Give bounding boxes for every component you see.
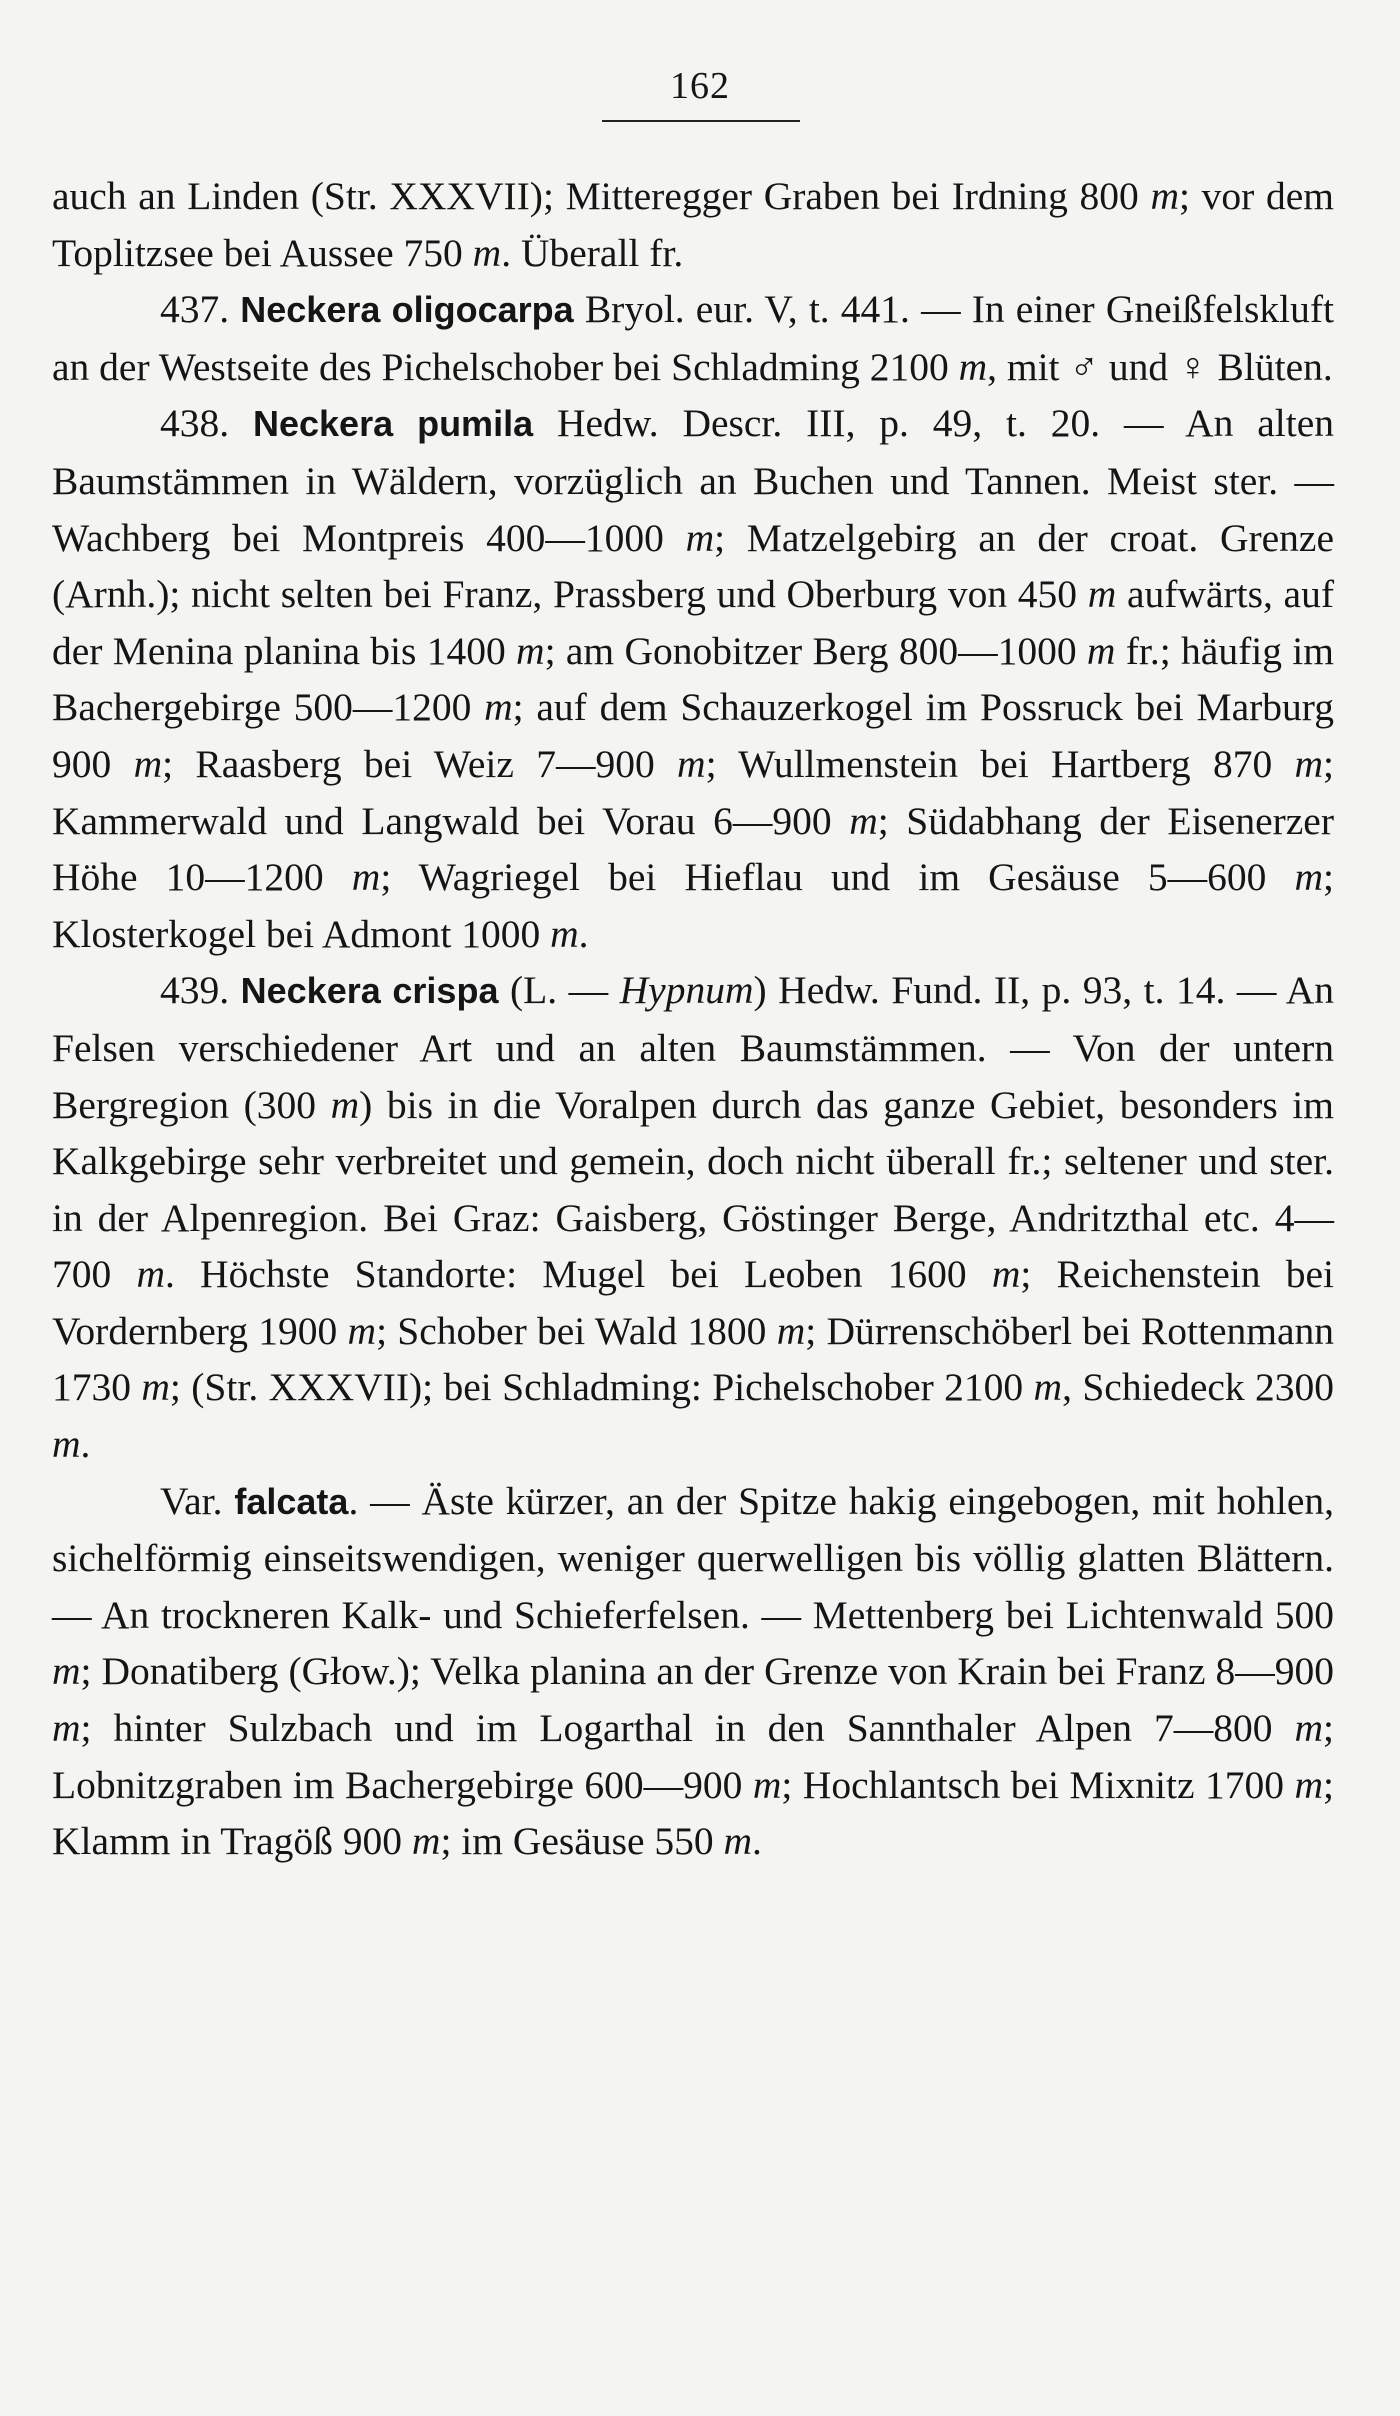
italic-text: m <box>133 741 163 786</box>
text-run: ; Schober bei Wald 1800 <box>376 1308 777 1353</box>
text-run: ; Klamm in Tragöß 900 <box>52 1762 1335 1864</box>
italic-text: m <box>1294 855 1324 900</box>
text-run: . <box>578 911 589 956</box>
italic-text: m <box>849 798 878 843</box>
text-run: ; (Str. XXXVII); bei Schladming: Pichelschober 2100 <box>169 1365 1034 1410</box>
italic-text: m <box>1294 741 1324 786</box>
italic-text: m <box>1033 1365 1063 1410</box>
species-name: Neckera oligocarpa <box>240 289 574 331</box>
text-run: . Höchste Standorte: Mugel bei Leoben 1600 <box>164 1252 992 1297</box>
text-run: , Schiedeck 2300 <box>1062 1365 1335 1410</box>
italic-text: m <box>1086 628 1116 673</box>
text-run: ; Wullmenstein bei Hartberg 870 <box>705 741 1295 786</box>
text-run: (L. — <box>498 968 620 1013</box>
text-run: ; Hochlantsch bei Mixnitz 1700 <box>781 1762 1295 1807</box>
text-run: , mit ♂ und ♀ Blüten. <box>987 344 1333 389</box>
italic-text: m <box>484 685 513 730</box>
italic-text: m <box>411 1819 441 1864</box>
text-run: . <box>752 1819 762 1864</box>
species-name: falcata <box>234 1480 349 1522</box>
species-name: Neckera crispa <box>240 970 499 1012</box>
italic-text: m <box>723 1819 753 1864</box>
text-run: 438. <box>160 401 253 446</box>
italic-text: m <box>685 515 715 560</box>
italic-text: m <box>991 1252 1021 1297</box>
italic-text: m <box>52 1649 81 1694</box>
text-run: ; Klosterkogel bei Admont 1000 <box>52 855 1335 956</box>
text-run: ; Raasberg bei Weiz 7—900 <box>162 741 678 786</box>
text-run: ; vor dem Toplitzsee bei Aussee 750 <box>52 174 1334 275</box>
header-rule <box>602 120 800 122</box>
italic-text: m <box>52 1706 81 1751</box>
italic-text: Hypnum <box>619 968 754 1013</box>
italic-text: m <box>1150 174 1179 218</box>
italic-text: m <box>1294 1706 1324 1751</box>
text-run: Hedw. Descr. III, p. 49, t. 20. — An alten Baumstämmen in Wäldern, vorzüglich an Buchen und Tannen. Meist ster. — Wachberg bei Montpreis 400—1000 <box>52 401 1335 560</box>
text-run: ) Hedw. Fund. II, p. 93, t. 14. — An Felsen verschiedener Art und an alten Baumstämmen. — Von der untern Bergregion (300 <box>52 968 1334 1127</box>
italic-text: m <box>550 911 579 956</box>
text-run: ; im Gesäuse 550 <box>440 1819 724 1864</box>
italic-text: m <box>351 855 381 900</box>
text-run: ; Matzelgebirg an der croat. Grenze (Arnh.); nicht selten bei Franz, Prassberg und Oberburg von 450 <box>52 515 1334 617</box>
text-run: ; Donatiberg (Głow.); Velka planina an der Grenze von Krain bei Franz 8—900 <box>80 1649 1334 1694</box>
italic-text: m <box>516 628 545 673</box>
italic-text: m <box>136 1252 165 1297</box>
body-text <box>52 168 1334 1870</box>
species-name: Neckera pumila <box>252 403 534 445</box>
paragraph <box>52 962 1334 1472</box>
text-run: ; auf dem Schauzerkogel im Possruck bei Marburg 900 <box>52 685 1334 786</box>
italic-text: m <box>677 741 706 786</box>
text-run: . Überall fr. <box>501 230 684 275</box>
text-run: ) bis in die Voralpen durch das ganze Gebiet, besonders im Kalkgebirge sehr verbreitet und gemein, doch nicht überall fr.; seltener und ster. in der Alpenregion. Bei Graz: Gaisberg, Göstinger Berge, Andritzthal etc. 4—700 <box>52 1082 1334 1297</box>
paragraph <box>52 395 1334 962</box>
paragraph <box>52 281 1334 395</box>
italic-text: m <box>347 1308 377 1353</box>
italic-text: m <box>776 1308 806 1353</box>
text-run: ; Lobnitzgraben im Bachergebirge 600—900 <box>52 1706 1334 1807</box>
italic-text: m <box>141 1365 170 1410</box>
text-run: Bryol. eur. V, t. 441. — In einer Gneißfelskluft an der Westseite des Pichelschober bei Schladming 2100 <box>52 287 1334 389</box>
paragraph <box>52 1473 1334 1870</box>
italic-text: m <box>1087 572 1117 617</box>
text-run: ; Kammerwald und Langwald bei Vorau 6—900 <box>52 741 1335 843</box>
italic-text: m <box>330 1082 360 1127</box>
italic-text: m <box>958 344 988 389</box>
italic-text: m <box>52 1422 81 1467</box>
paragraph <box>52 168 1334 281</box>
text-run: fr.; häufig im Bachergebirge 500—1200 <box>52 628 1334 730</box>
text-run: auch an Linden (Str. XXXVII); Mitteregger Graben bei Irdning 800 <box>52 174 1151 218</box>
text-run: 439. <box>160 968 241 1013</box>
text-run: 437. <box>160 287 241 332</box>
text-run: ; Wagriegel bei Hieflau und im Gesäuse 5—600 <box>380 855 1295 900</box>
text-run: ; Reichenstein bei Vordernberg 1900 <box>52 1252 1335 1353</box>
page-number: 162 <box>670 65 730 107</box>
text-run: Var. <box>160 1478 235 1523</box>
text-run: . <box>80 1422 91 1467</box>
text-run: ; am Gonobitzer Berg 800—1000 <box>544 628 1087 673</box>
text-run: aufwärts, auf der Menina planina bis 1400 <box>52 572 1334 673</box>
italic-text: m <box>752 1762 782 1807</box>
text-run: . — Äste kürzer, an der Spitze hakig eingebogen, mit hohlen, sichelförmig einseitswendigen, weniger querwelligen bis völlig glatten Blättern. — An trockneren Kalk- und Schieferfelsen. — Mettenberg bei Lichtenwald 500 <box>52 1478 1334 1637</box>
italic-text: m <box>1294 1762 1324 1807</box>
text-run: ; Dürrenschöberl bei Rottenmann 1730 <box>52 1308 1335 1410</box>
text-run: ; hinter Sulzbach und im Logarthal in den Sannthaler Alpen 7—800 <box>80 1706 1295 1751</box>
italic-text: m <box>472 230 502 275</box>
text-run: ; Südabhang der Eisenerzer Höhe 10—1200 <box>52 798 1334 900</box>
